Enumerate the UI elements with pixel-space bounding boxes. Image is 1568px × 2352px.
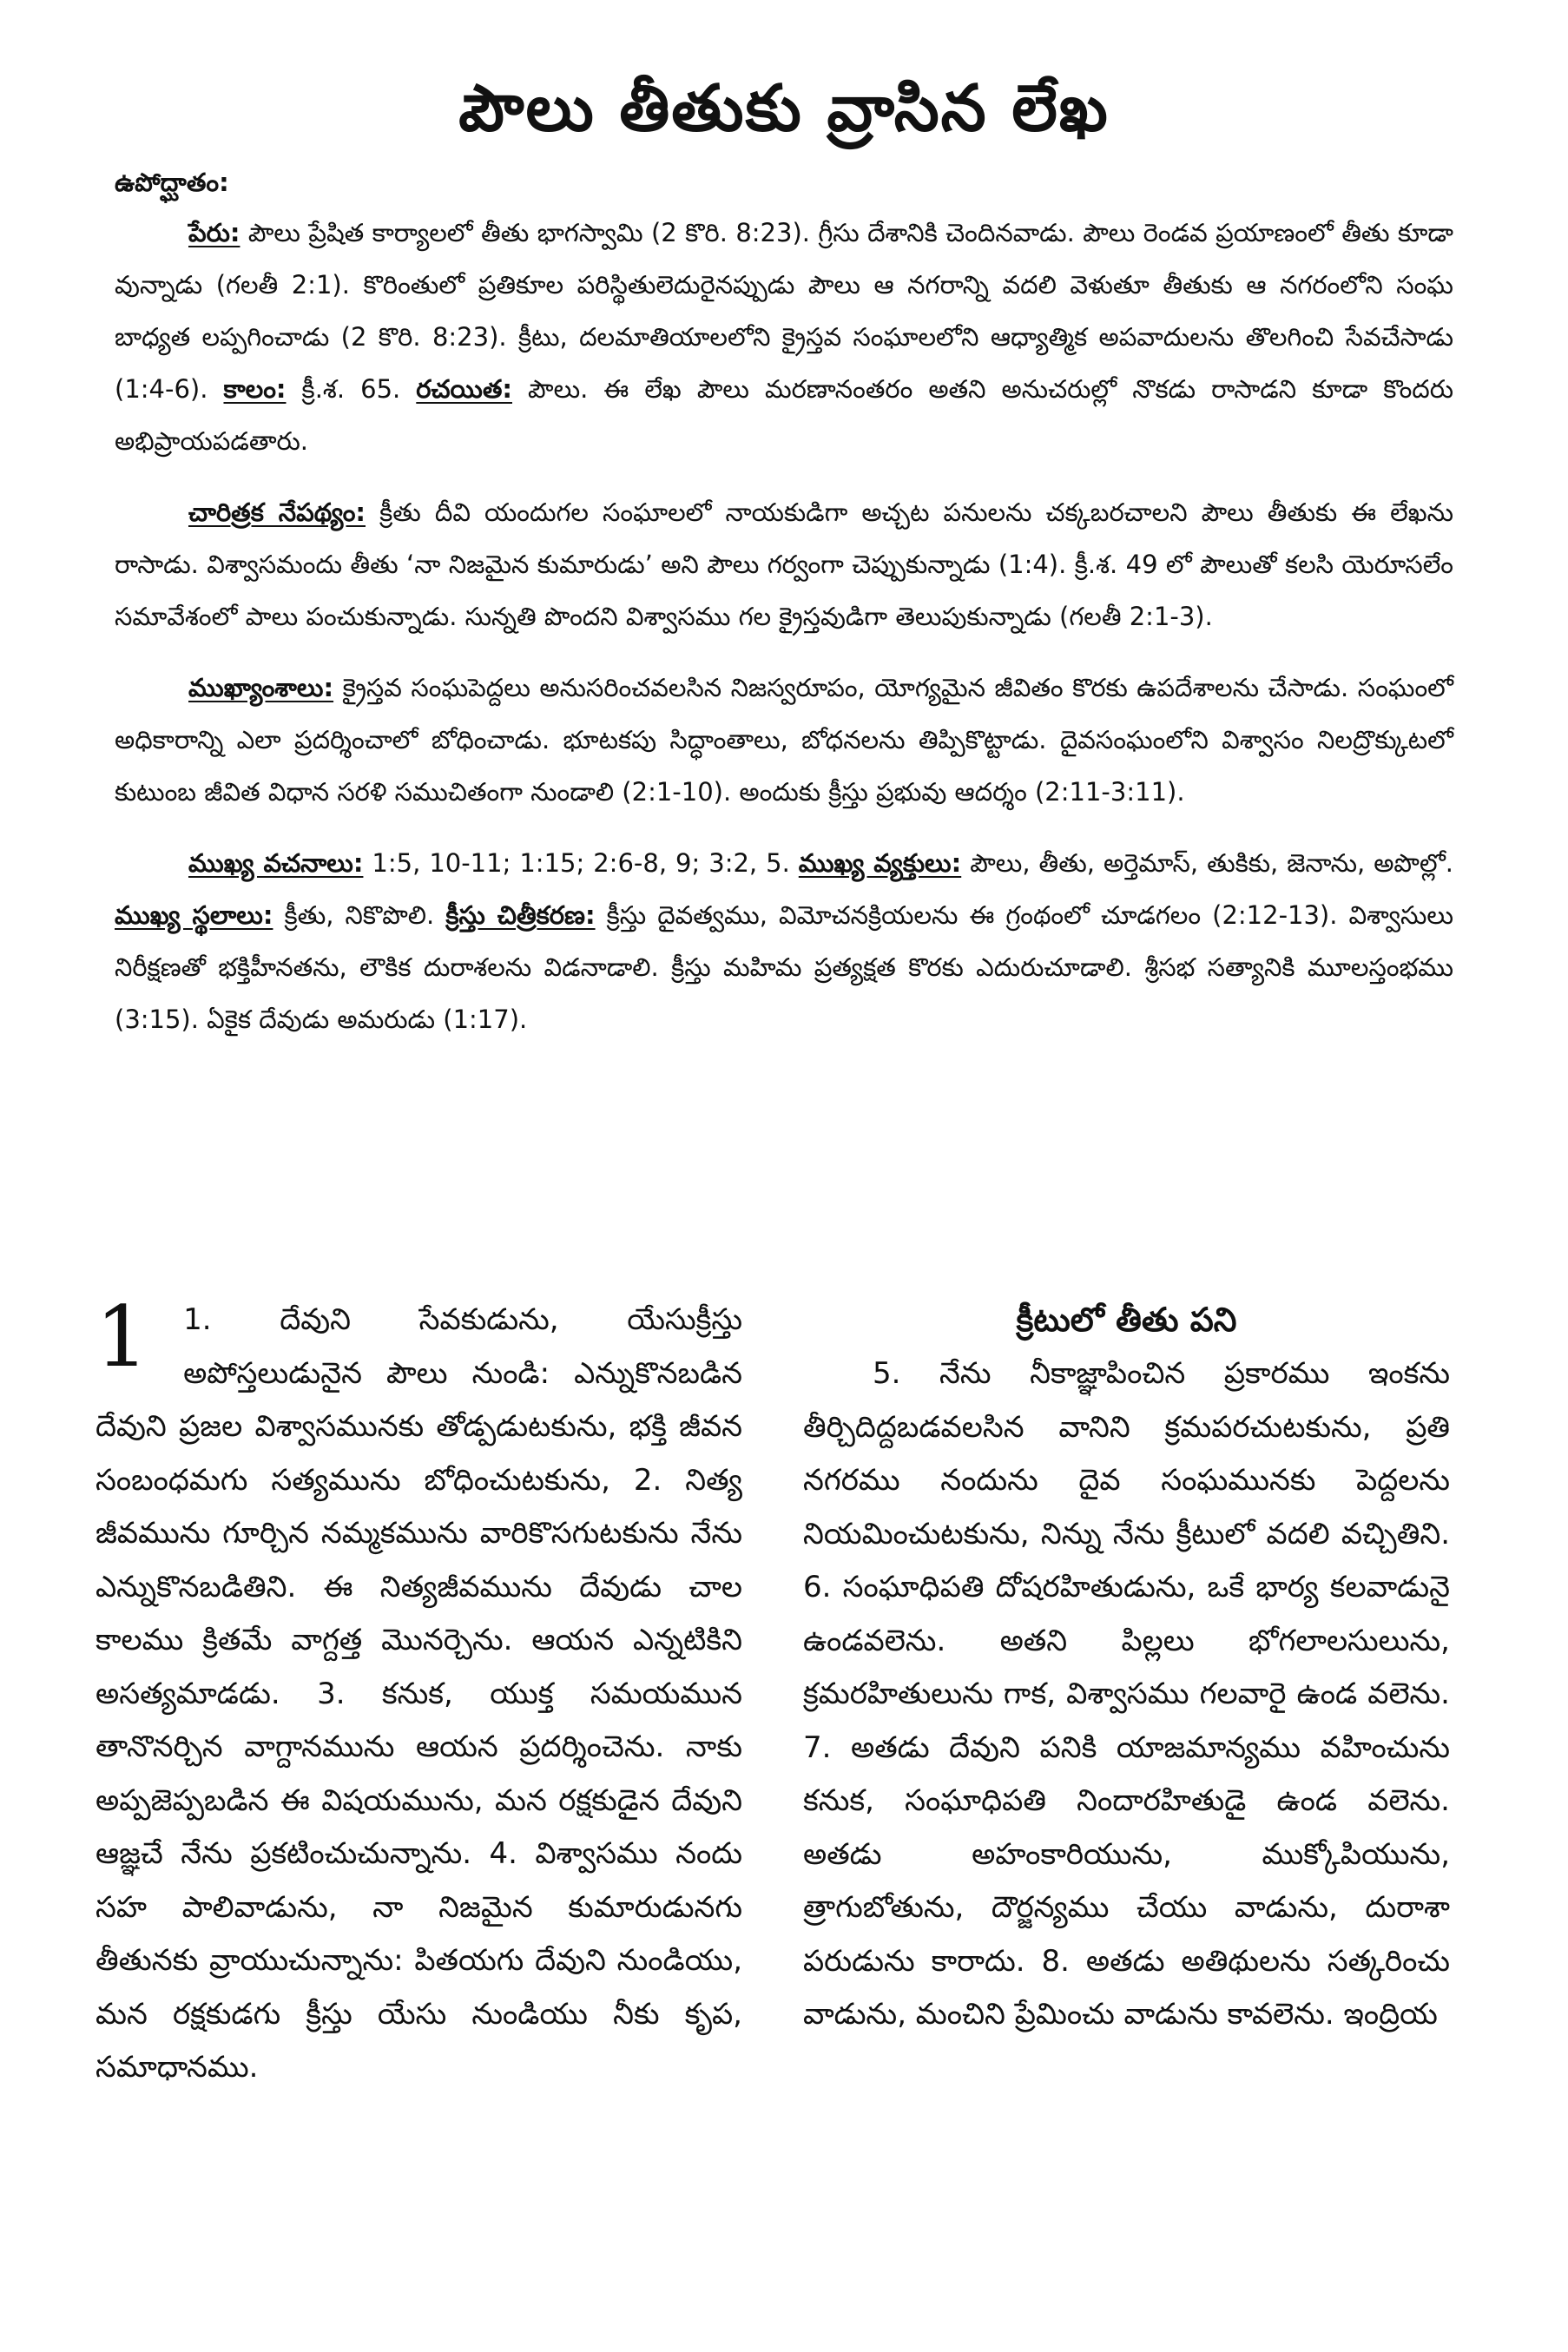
right-column-text: 5. నేను నీకాజ్ఞాపించిన ప్రకారము ఇంకను తీర్చిదిద్దబడవలసిన వానిని క్రమపరచుటకును, ప్రతి నగరము నందును దైవ సంఘమునకు పెద్దలను నియమించుటకును, నిన్ను నేను క్రీటులో వదలి వచ్చితిని. 6. సంఘాధిపతి దోషరహితుడును, ఒకే భార్య కలవాడునై ఉండవలెను. అతని పిల్లలు భోగలాలసులును, క్రమరహితులును గాక, విశ్వాసము గలవారై ఉండ వలెను. 7. అతడు దేవుని పనికి యాజమాన్యము వహించును కనుక, సంఘాధిపతి నిందారహితుడై ఉండ వలెను. అతడు అహంకారియును, ముక్కోపియును, త్రాగుబోతును, దౌర్జన్యము చేయు వాడును, దురాశా పరుడును కారాదు. 8. అతడు అతిథులను సత్కరించు వాడును, మంచిని ప్రేమించు వాడును కావలెను. ఇంద్రియ [803,1356,1450,2032]
label-author: రచయిత: [416,374,512,404]
text-time: క్రీ.శ. 65. [286,374,417,404]
text-background: క్రీతు దీవి యందుగల సంఘాలలో నాయకుడిగా అచ్చట పనులను చక్కబరచాలని పౌలు తీతుకు ఈ లేఖను రాసాడు. విశ్వాసమందు తీతు ‘నా నిజమైన కుమారుడు’ అని పౌలు గర్వంగా చెప్పుకున్నాడు (1:4). క్రీ.శ. 49 లో పౌలుతో కలసి యెరూసలేం సమావేశంలో పాలు పంచుకున్నాడు. సున్నతి పొందని విశ్వాసము గల క్రైస్తవుడిగా తెలుపుకున్నాడు (గలతీ 2:1-3). [115,497,1453,631]
label-key-places: ముఖ్య స్థలాలు: [115,900,273,930]
text-key-verses: 1:5, 10-11; 1:15; 2:6-8, 9; 3:2, 5. [363,848,799,878]
right-column [786,1294,1450,2095]
label-key-verses: ముఖ్య వచనాలు: [188,848,364,878]
text-name: పౌలు ప్రేషిత కార్యాలలో తీతు భాగస్వామి (2 కొరి. 8:23). గ్రీసు దేశానికి చెందినవాడు. పౌలు రెండవ ప్రయాణంలో తీతు కూడా వున్నాడు (గలతీ 2:1). కొరింతులో ప్రతికూల పరిస్థితులెదురైనప్పుడు పౌలు ఆ నగరాన్ని వదలి వెళుతూ తీతుకు ఆ నగరంలోని సంఘ బాధ్యత లప్పగించాడు (2 కొరి. 8:23). క్రీటు, దలమాతియాలలోని క్రైస్తవ సంఘాలలోని ఆధ్యాత్మిక అపవాదులను తొలగించి సేవచేసాడు (1:4-6). [115,218,1453,404]
label-themes: ముఖ్యాంశాలు: [188,673,334,702]
section-heading: క్రీటులో తీతు పని [1016,1301,1237,1339]
text-key-people: పౌలు, తీతు, అర్తెమాస్, తుకికు, జెనాను, అపొల్లో. [961,848,1454,878]
intro-paragraph-background [115,486,1453,642]
page-title: పౌలు తీతుకు వ్రాసిన లేఖ [458,71,1110,146]
left-column [96,1288,742,2095]
label-key-people: ముఖ్య వ్యక్తులు: [798,848,962,878]
intro-paragraph-name [115,207,1453,467]
intro-paragraph-keys [115,837,1453,1045]
label-christ-portrayal: క్రీస్తు చిత్రీకరణ: [445,900,596,930]
label-background: చారిత్రక నేపథ్యం: [188,497,366,527]
text-christ-portrayal: క్రీస్తు దైవత్వము, విమోచనక్రియలను ఈ గ్రంథంలో చూడగలం (2:12-13). విశ్వాసులు నిరీక్షణతో భక్తిహీనతను, లౌకిక దురాశలను విడనాడాలి. క్రీస్తు మహిమ ప్రత్యక్షత కొరకు ఎదురుచూడాలి. శ్రీసభ సత్యానికి మూలస్తంభము (3:15). ఏకైక దేవుడు అమరుడు (1:17). [115,900,1453,1034]
label-name: పేరు: [188,218,240,247]
label-time: కాలం: [223,374,287,404]
text-author: పౌలు. ఈ లేఖ పౌలు మరణానంతరం అతని అనుచరుల్లో నొకడు రాసాడని కూడా కొందరు అభిప్రాయపడతారు. [115,374,1453,456]
introduction [115,163,1453,1045]
text-key-places: క్రీతు, నికొపొలి. [273,900,446,930]
text-themes: క్రైస్తవ సంఘపెద్దలు అనుసరించవలసిన నిజస్వరూపం, యోగ్యమైన జీవితం కొరకు ఉపదేశాలను చేసాడు. సంఘంలో అధికారాన్ని ఎలా ప్రదర్శించాలో బోధించాడు. భూటకపు సిద్ధాంతాలు, బోధనలను తిప్పికొట్టాడు. దైవసంఘంలోని విశ్వాసం నిలద్రొక్కుటలో కుటుంబ జీవిత విధాన సరళి సముచితంగా నుండాలి (2:1-10). అందుకు క్రీస్తు ప్రభువు ఆదర్శం (2:11-3:11). [115,673,1453,807]
chapter-columns [96,1288,1450,2095]
chapter-number: 1 [96,1288,149,1386]
intro-heading: ఉపోద్ఘాతం: [115,168,229,197]
intro-paragraph-themes [115,662,1453,818]
left-column-text: 1. దేవుని సేవకుడును, యేసుక్రీస్తు అపోస్తలుడునైన పౌలు నుండి: ఎన్నుకొనబడిన దేవుని ప్రజల విశ్వాసమునకు తోడ్పడుటకును, భక్తి జీవన సంబంధమగు సత్యమును బోధించుటకును, 2. నిత్య జీవమును గూర్చిన నమ్మకమును వారికొసగుటకును నేను ఎన్నుకొనబడితిని. ఈ నిత్యజీవమును దేవుడు చాల కాలము క్రితమే వాగ్దత్త మొనర్చెను. ఆయన ఎన్నటికిని అసత్యమాడడు. 3. కనుక, యుక్త సమయమున తానొనర్చిన వాగ్దానమును ఆయన ప్రదర్శించెను. నాకు అప్పజెప్పబడిన ఈ విషయమును, మన రక్షకుడైన దేవుని ఆజ్ఞచే నేను ప్రకటించుచున్నాను. 4. విశ్వాసము నందు సహ పాలివాడును, నా నిజమైన కుమారుడునగు తీతునకు వ్రాయుచున్నాను: పితయగు దేవుని నుండియు, మన రక్షకుడగు క్రీస్తు యేసు నుండియు నీకు కృప, సమాధానము. [96,1302,742,2085]
